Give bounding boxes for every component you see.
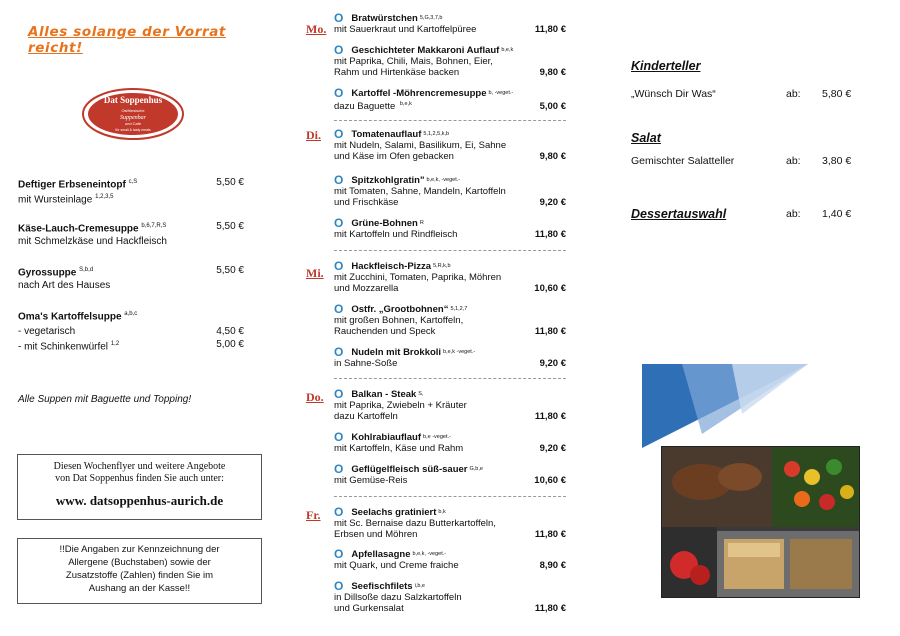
menu-desc: und Gurkensalat [334, 603, 404, 614]
menu-item [334, 548, 566, 571]
soup-variant [18, 325, 250, 338]
menu-item [334, 388, 566, 422]
decorative-triangles [642, 364, 808, 448]
menu-title: Seefischfilets [351, 581, 413, 592]
menu-desc: und Käse im Ofen gebacken [334, 151, 454, 162]
soup-desc: mit Wursteinlage [18, 194, 93, 206]
soup-price: 5,50 € [216, 265, 244, 276]
day-label-wednesday: Mi. [306, 266, 324, 280]
notice-line: Aushang an der Kasse!! [88, 583, 191, 594]
menu-desc: in Sahne-Soße [334, 358, 398, 369]
menu-title: Geflügelfleisch süß-sauer [351, 464, 468, 475]
menu-title: Kohlrabiauflauf [351, 432, 422, 443]
allergen-sup: R [419, 220, 424, 226]
allergen-sup: 5,1,2,5,k,b [423, 131, 450, 137]
bullet-icon: O [334, 302, 344, 316]
menu-price: 10,60 € [534, 283, 566, 294]
salat-heading: Salat [631, 131, 661, 145]
logo-line2: Suppenbar [120, 115, 146, 121]
menu-item [334, 260, 566, 294]
dessert-ab: ab: [786, 208, 801, 220]
menu-item [334, 217, 566, 240]
menu-title: Apfellasagne [351, 549, 411, 560]
notice-line: !!Die Angaben zur Kennzeichnung der [59, 544, 220, 555]
website-box [17, 454, 262, 520]
website-box-line: von Dat Soppenhus finden Sie auch unter: [55, 473, 224, 484]
menu-item [334, 463, 566, 486]
menu-item [334, 44, 566, 78]
menu-desc: mit Tomaten, Sahne, Mandeln, Kartoffeln [334, 186, 506, 197]
soup-desc: nach Art des Hauses [18, 280, 111, 292]
kinderteller-desc: „Wünsch Dir Was“ [631, 88, 716, 100]
allergen-sup: b,e,k [501, 47, 514, 53]
menu-price: 11,80 € [534, 411, 566, 422]
allergen-sup: b, -veget.- [488, 90, 514, 96]
day-label-monday: Mo. [306, 22, 327, 36]
menu-price: 11,80 € [534, 24, 566, 35]
bullet-icon: O [334, 547, 344, 561]
menu-desc: mit Nudeln, Salami, Basilikum, Ei, Sahne [334, 140, 507, 151]
soppenhus-logo [82, 88, 184, 140]
menu-item [334, 87, 566, 112]
menu-price: 9,20 € [539, 197, 566, 208]
menu-item [334, 506, 566, 540]
menu-title: Balkan - Steak [351, 389, 417, 400]
day-label-thursday: Do. [306, 390, 324, 404]
bullet-icon: O [334, 579, 344, 593]
menu-title: Nudeln mit Brokkoli [351, 347, 442, 358]
menu-title: Grüne-Bohnen [351, 218, 418, 229]
bullet-icon: O [334, 430, 344, 444]
day-label-tuesday: Di. [306, 128, 321, 142]
notice-line: Zusatzstoffe (Zahlen) finden Sie im [65, 570, 214, 581]
allergen-sup: b,e,k [399, 101, 412, 107]
allergen-sup: 5,1,2,7 [450, 306, 468, 312]
soup-item [18, 264, 250, 292]
logo-line3: und Cafe [124, 121, 142, 126]
menu-title: Hackfleisch-Pizza [351, 261, 432, 272]
menu-price: 11,80 € [534, 326, 566, 337]
soup-item [18, 308, 250, 354]
allergen-sup: b,k [438, 509, 446, 515]
menu-price: 8,90 € [539, 560, 566, 571]
menu-desc: mit Paprika, Zwiebeln + Kräuter [334, 400, 467, 411]
menu-desc: mit Zucchini, Tomaten, Paprika, Möhren [334, 272, 502, 283]
menu-item [334, 580, 566, 614]
soup-name: Gyrossuppe [18, 267, 77, 279]
menu-price: 11,80 € [534, 603, 566, 614]
menu-price: 9,80 € [539, 67, 566, 78]
menu-title: Tomatenauflauf [351, 129, 422, 140]
food-buffet-photo [661, 446, 860, 598]
menu-item [334, 346, 566, 369]
menu-price: 5,00 € [539, 101, 566, 113]
menu-title: Bratwürstchen [351, 13, 418, 24]
soup-variant [18, 338, 250, 353]
allergen-sup: G,b,e [469, 466, 483, 472]
salat-ab: ab: [786, 155, 801, 167]
menu-desc: Erbsen und Möhren [334, 529, 418, 540]
allergen-sup: S, [418, 391, 424, 397]
allergen-sup: 5,G,3,7,b [419, 15, 443, 21]
variant-label: - mit Schinkenwürfel [18, 341, 109, 353]
website-url[interactable]: www. datsoppenhus-aurich.de [55, 493, 224, 508]
soup-note: Alle Suppen mit Baguette und Topping! [18, 394, 192, 405]
menu-title: Ostfr. „Grootbohnen“ [351, 304, 449, 315]
menu-title: Seelachs gratiniert [351, 507, 437, 518]
allergen-sup: 5,R,k,b [433, 263, 451, 269]
logo-name: Dat Soppenhus [103, 95, 163, 105]
soup-price: 5,50 € [216, 221, 244, 232]
variant-price: 4,50 € [216, 326, 244, 338]
menu-desc: in Dillsoße dazu Salzkartoffeln [334, 592, 462, 603]
bullet-icon: O [334, 173, 344, 187]
bullet-icon: O [334, 462, 344, 476]
bullet-icon: O [334, 259, 344, 273]
allergen-sup: b,e,k -veget.- [443, 349, 476, 355]
logo-line4: für small & tasty meals [115, 128, 151, 132]
bullet-icon: O [334, 86, 344, 100]
menu-desc: Rahm und Hirtenkäse backen [334, 67, 460, 78]
kinderteller-ab: ab: [786, 88, 801, 100]
website-box-line: Diesen Wochenflyer und weitere Angebote [53, 461, 226, 472]
menu-price: 9,20 € [539, 358, 566, 369]
soup-name: Oma's Kartoffelsuppe [18, 311, 122, 323]
menu-item [334, 128, 566, 162]
dessert-price: 1,40 € [822, 208, 852, 220]
menu-title: Spitzkohlgratin" [351, 175, 425, 186]
bullet-icon: O [334, 216, 344, 230]
variant-label: - vegetarisch [18, 326, 76, 338]
salat-price: 3,80 € [822, 155, 852, 167]
menu-desc: Rauchenden und Speck [334, 326, 436, 337]
logo-line1: Ostfriesische [121, 108, 145, 113]
promo-headline: Alles solange der Vorrat reicht! [28, 24, 226, 56]
menu-desc: dazu Baguette [334, 101, 396, 113]
menu-desc: mit Sauerkraut und Kartoffelpüree [334, 24, 477, 35]
allergen-notice-box [17, 538, 262, 604]
menu-desc: und Frischkäse [334, 197, 399, 208]
menu-price: 11,80 € [534, 529, 566, 540]
allergen-sup: b,e,k, -veget.- [426, 177, 461, 183]
menu-desc: dazu Kartoffeln [334, 411, 398, 422]
allergen-sup: c,S [128, 179, 138, 185]
allergen-sup: b,6,7,R,S [141, 223, 167, 229]
salat-desc: Gemischter Salatteller [631, 155, 735, 167]
bullet-icon: O [334, 127, 344, 141]
allergen-sup: a,b,c [124, 311, 138, 317]
menu-desc: mit Paprika, Chili, Mais, Bohnen, Eier, [334, 56, 493, 67]
menu-title: Geschichteter Makkaroni Auflauf [351, 45, 500, 56]
variant-price: 5,00 € [216, 339, 244, 351]
menu-desc: mit großen Bohnen, Kartoffeln, [334, 315, 464, 326]
divider [334, 250, 566, 251]
kinderteller-heading: Kinderteller [631, 59, 701, 73]
bullet-icon: O [334, 345, 344, 359]
allergen-sup: b,e -veget.- [423, 434, 451, 440]
bullet-icon: O [334, 387, 344, 401]
menu-item [334, 431, 566, 454]
allergen-sup: S,b,d [79, 267, 94, 273]
divider [334, 496, 566, 497]
menu-price: 11,80 € [534, 229, 566, 240]
menu-item [334, 174, 566, 208]
menu-desc: mit Quark, und Creme fraiche [334, 560, 459, 571]
soup-name: Käse-Lauch-Cremesuppe [18, 223, 139, 235]
allergen-sup: b,e,k, -veget.- [412, 551, 447, 557]
menu-desc: mit Gemüse-Reis [334, 475, 408, 486]
divider [334, 378, 566, 379]
notice-line: Allergene (Buchstaben) sowie der [68, 557, 211, 568]
day-label-friday: Fr. [306, 508, 321, 522]
divider [334, 120, 566, 121]
menu-desc: mit Sc. Bernaise dazu Butterkartoffeln, [334, 518, 496, 529]
menu-item [334, 12, 566, 35]
soup-name: Deftiger Erbseneintopf [18, 179, 126, 191]
bullet-icon: O [334, 11, 344, 25]
soup-desc: mit Schmelzkäse und Hackfleisch [18, 236, 167, 248]
dessert-heading: Dessertauswahl [631, 207, 727, 221]
menu-title: Kartoffel -Möhrencremesuppe [351, 88, 487, 99]
additive-sup: 1,2 [110, 341, 120, 348]
menu-price: 9,20 € [539, 443, 566, 454]
menu-price: 9,80 € [539, 151, 566, 162]
menu-desc: mit Kartoffeln und Rindfleisch [334, 229, 458, 240]
menu-desc: und Mozzarella [334, 283, 399, 294]
bullet-icon: O [334, 43, 344, 57]
soup-item [18, 220, 250, 248]
menu-item [334, 303, 566, 337]
kinderteller-price: 5,80 € [822, 88, 852, 100]
bullet-icon: O [334, 505, 344, 519]
menu-desc: mit Kartoffeln, Käse und Rahm [334, 443, 464, 454]
allergen-sup: i,b,e [414, 583, 425, 589]
additive-sup: 1,2,3,5 [95, 194, 114, 201]
soup-item [18, 176, 250, 207]
soup-price: 5,50 € [216, 177, 244, 188]
menu-price: 10,60 € [534, 475, 566, 486]
